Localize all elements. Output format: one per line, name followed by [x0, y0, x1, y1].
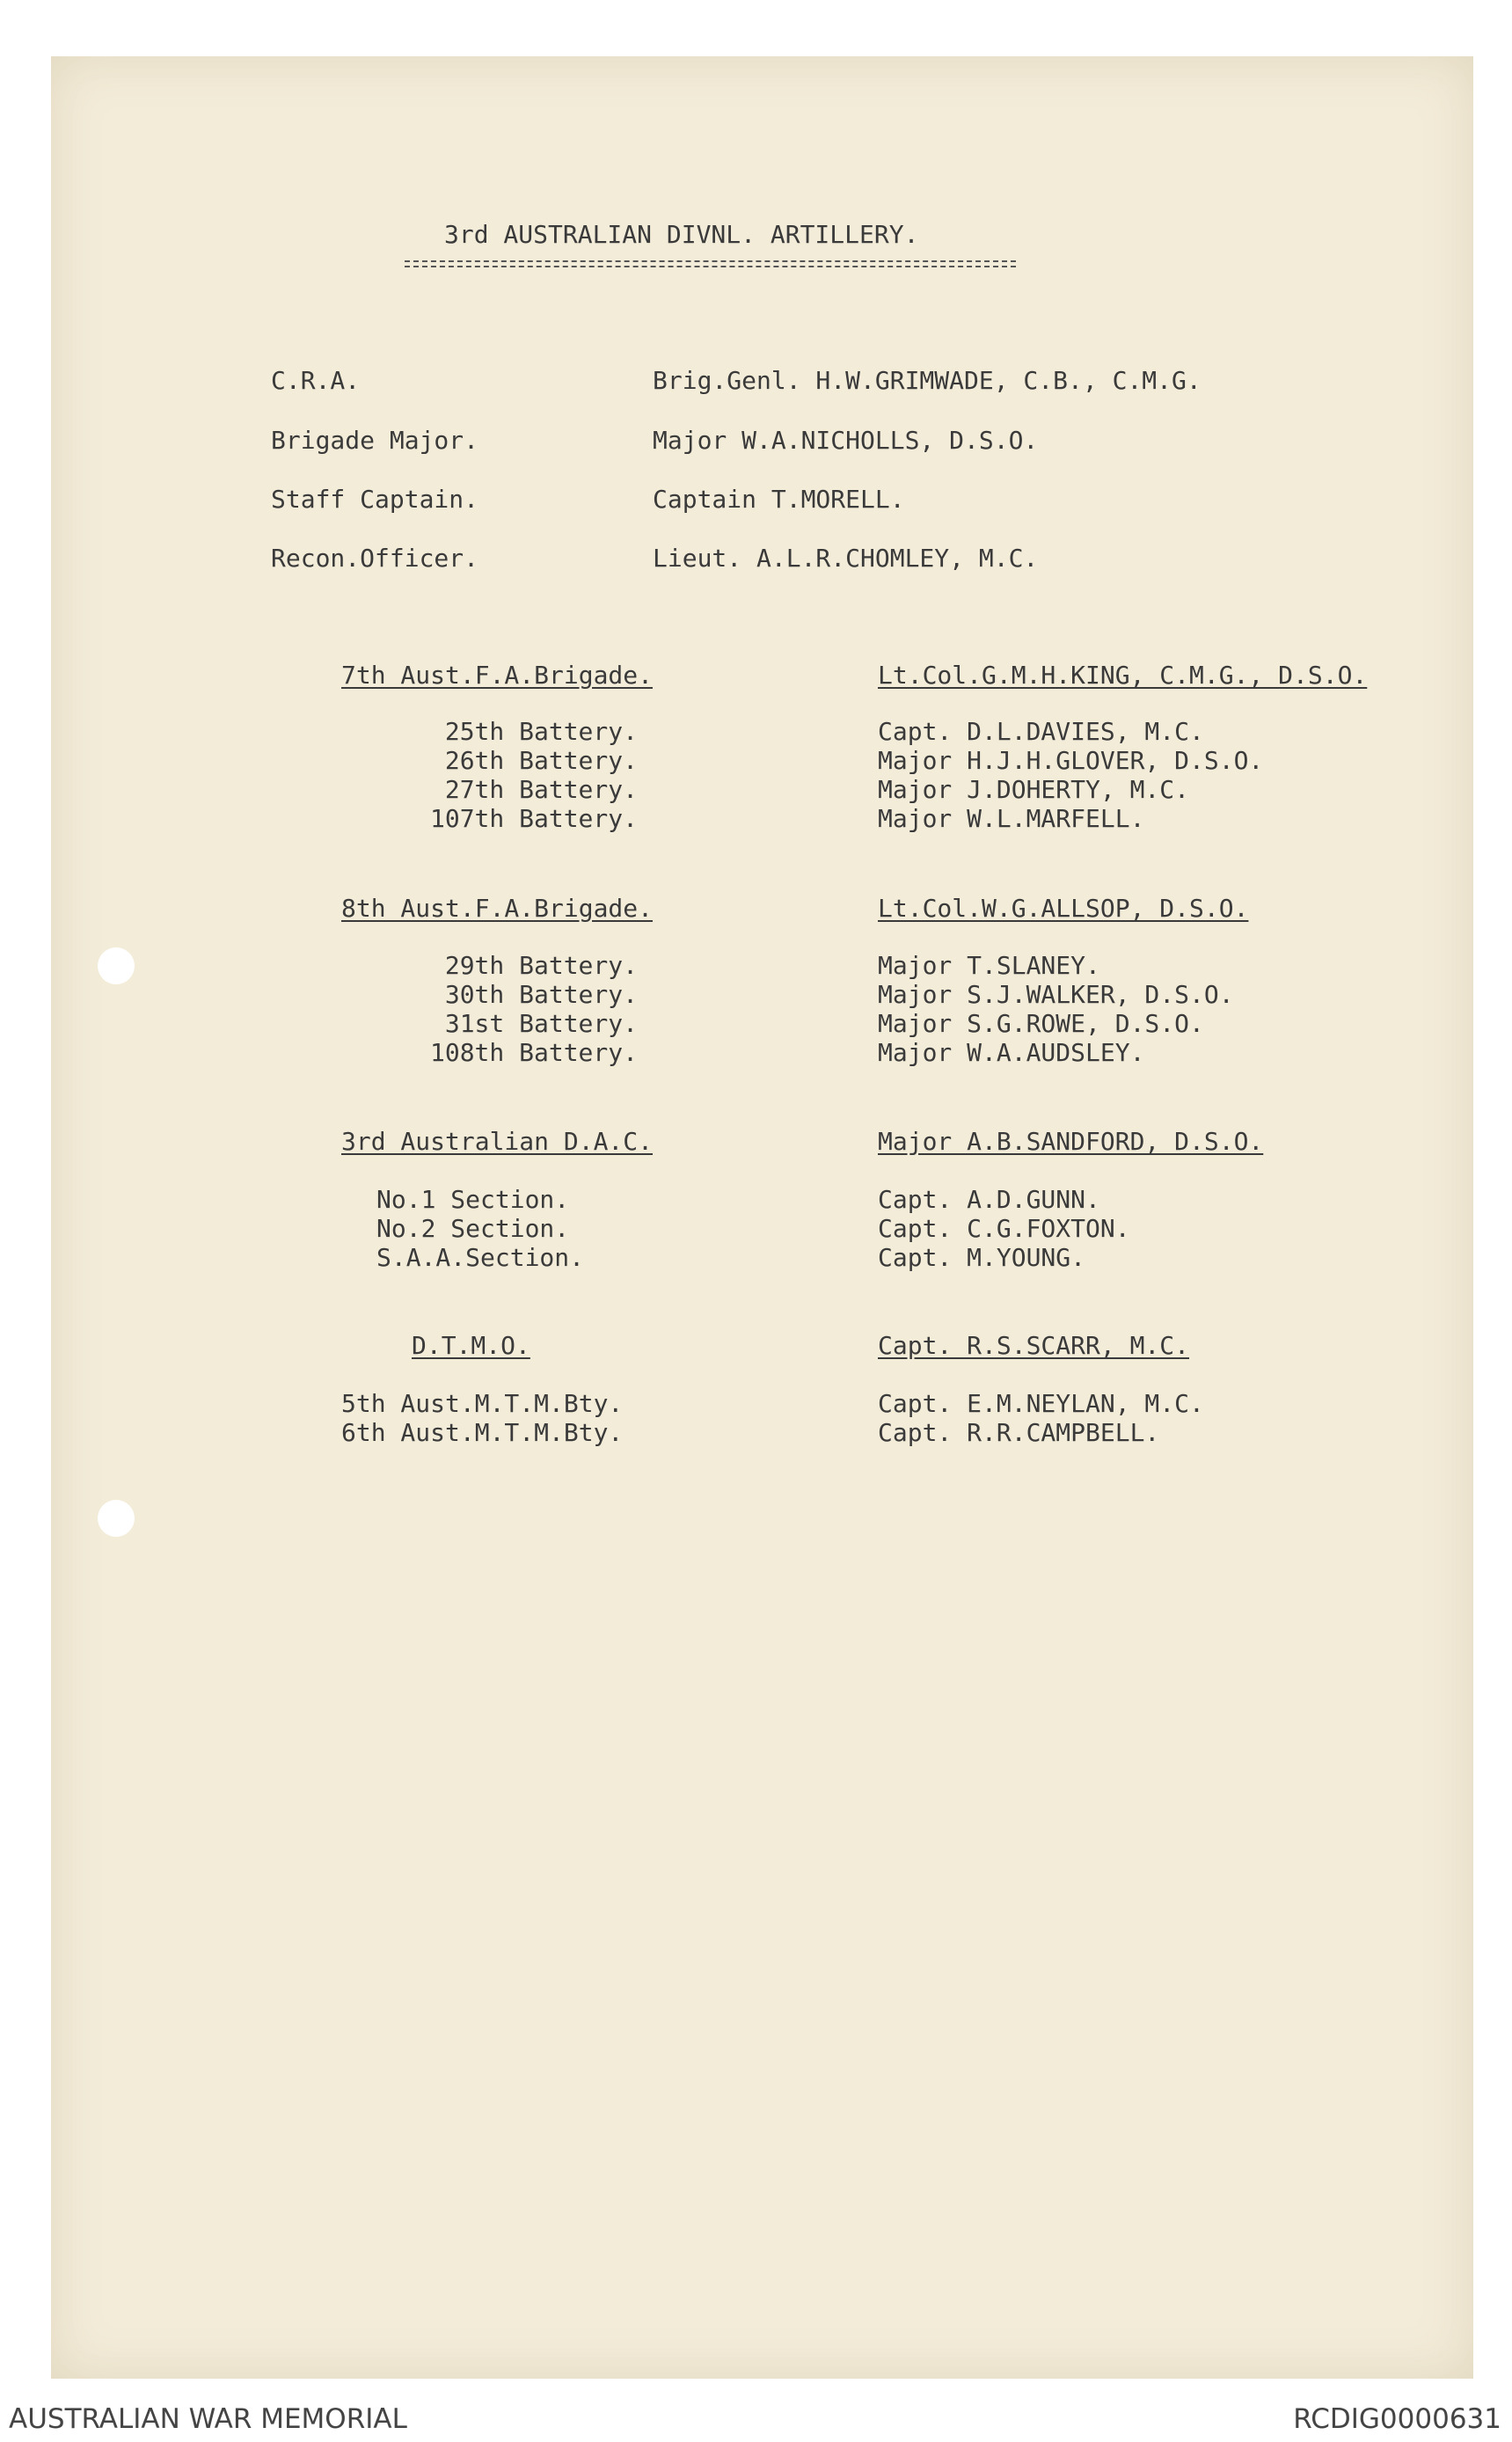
battery-commander: Major W.A.AUDSLEY.	[878, 1038, 1145, 1067]
battery-commander: Major T.SLANEY.	[878, 951, 1100, 980]
section-label: S.A.A.Section.	[376, 1243, 585, 1272]
battery-label: 31st Battery.	[444, 1009, 638, 1038]
battery-commander: Major J.DOHERTY, M.C.	[878, 775, 1190, 804]
battery-commander: Major S.J.WALKER, D.S.O.	[878, 980, 1234, 1009]
page-title: 3rd AUSTRALIAN DIVNL. ARTILLERY.	[444, 220, 919, 249]
dtmo-heading: D.T.M.O.	[412, 1331, 530, 1360]
staff-name: Lieut. A.L.R.CHOMLEY, M.C.	[653, 544, 1039, 573]
battery-commander: Major S.G.ROWE, D.S.O.	[878, 1009, 1204, 1038]
brigade-heading: 8th Aust.F.A.Brigade.	[341, 894, 654, 923]
battery-commander: Capt. E.M.NEYLAN, M.C.	[878, 1389, 1204, 1418]
section-label: No.1 Section.	[376, 1185, 570, 1214]
dtmo-commander: Capt. R.S.SCARR, M.C.	[878, 1331, 1190, 1360]
battery-label: 30th Battery.	[444, 980, 638, 1009]
dac-heading: 3rd Australian D.A.C.	[341, 1127, 654, 1156]
staff-role: Brigade Major.	[271, 426, 479, 455]
brigade-commander: Lt.Col.G.M.H.KING, C.M.G., D.S.O.	[878, 661, 1368, 690]
dac-commander: Major A.B.SANDFORD, D.S.O.	[878, 1127, 1264, 1156]
staff-name: Major W.A.NICHOLLS, D.S.O.	[653, 426, 1039, 455]
brigade-heading: 7th Aust.F.A.Brigade.	[341, 661, 654, 690]
battery-commander: Capt. R.R.CAMPBELL.	[878, 1418, 1160, 1447]
battery-label: 29th Battery.	[444, 951, 638, 980]
punch-hole	[98, 1500, 135, 1537]
battery-label: 6th Aust.M.T.M.Bty.	[341, 1418, 624, 1447]
section-commander: Capt. M.YOUNG.	[878, 1243, 1086, 1272]
battery-commander: Major H.J.H.GLOVER, D.S.O.	[878, 746, 1264, 775]
battery-label: 107th Battery.	[429, 804, 638, 833]
punch-hole	[98, 947, 135, 984]
section-commander: Capt. C.G.FOXTON.	[878, 1214, 1130, 1243]
staff-role: Staff Captain.	[271, 485, 479, 514]
staff-role: Recon.Officer.	[271, 544, 479, 573]
battery-label: 25th Battery.	[444, 717, 638, 746]
battery-label: 27th Battery.	[444, 775, 638, 804]
battery-commander: Major W.L.MARFELL.	[878, 804, 1145, 833]
staff-name: Brig.Genl. H.W.GRIMWADE, C.B., C.M.G.	[653, 366, 1202, 395]
staff-name: Captain T.MORELL.	[653, 485, 905, 514]
staff-role: C.R.A.	[271, 366, 361, 395]
battery-label: 5th Aust.M.T.M.Bty.	[341, 1389, 624, 1418]
document-page	[51, 56, 1473, 2379]
battery-commander: Capt. D.L.DAVIES, M.C.	[878, 717, 1204, 746]
brigade-commander: Lt.Col.W.G.ALLSOP, D.S.O.	[878, 894, 1249, 923]
footer-left: AUSTRALIAN WAR MEMORIAL	[9, 2403, 407, 2435]
section-label: No.2 Section.	[376, 1214, 570, 1243]
battery-label: 26th Battery.	[444, 746, 638, 775]
title-double-underline	[405, 260, 1016, 267]
footer-right: RCDIG0000631	[1293, 2403, 1501, 2435]
battery-label: 108th Battery.	[429, 1038, 638, 1067]
section-commander: Capt. A.D.GUNN.	[878, 1185, 1100, 1214]
